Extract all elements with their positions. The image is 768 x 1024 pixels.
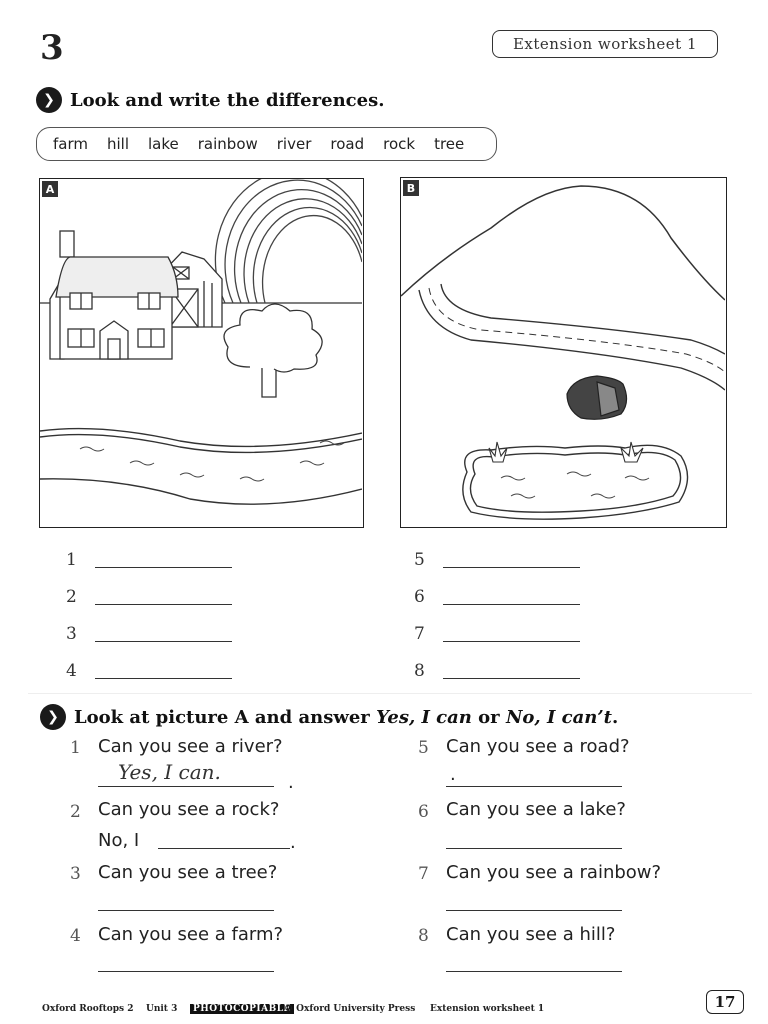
answer-line-q3[interactable]: [98, 910, 274, 911]
word-bank-item: farm: [53, 135, 88, 153]
answer-line-q1[interactable]: [98, 786, 274, 787]
sentence-end: .: [290, 832, 296, 853]
question-text: Can you see a rainbow?: [446, 862, 662, 883]
answer-number: 6: [414, 587, 425, 607]
answer-number: 3: [66, 624, 77, 644]
footer-worksheet: Extension worksheet 1: [430, 1004, 545, 1014]
end-punct: .: [611, 706, 619, 728]
question-number: 1: [70, 738, 81, 758]
word-bank-item: river: [276, 135, 312, 153]
question-text: Can you see a hill?: [446, 924, 616, 945]
word-bank: [36, 127, 497, 161]
answer-number: 1: [66, 550, 77, 570]
word-bank-item: lake: [148, 135, 179, 153]
question-text: Can you see a lake?: [446, 799, 626, 820]
rock-icon: [567, 376, 627, 419]
picture-a: [39, 178, 364, 528]
question-number: 6: [418, 802, 429, 822]
question-number: 7: [418, 864, 429, 884]
exercise2-instruction: [74, 707, 618, 728]
answer-prefix: No, I: [98, 830, 140, 851]
answer-line-q7[interactable]: [446, 910, 622, 911]
word-bank-item: rainbow: [197, 135, 258, 153]
question-text: Can you see a road?: [446, 736, 630, 757]
road-icon: [419, 284, 725, 390]
footer-book: Oxford Rooftops 2: [42, 1004, 134, 1014]
unit-number: 3: [40, 28, 64, 68]
handwritten-answer: Yes, I can.: [118, 760, 221, 784]
answer-number: 7: [414, 624, 425, 644]
question-text: Can you see a river?: [98, 736, 283, 757]
question-number: 8: [418, 926, 429, 946]
section-divider: [28, 693, 752, 694]
answer-number: 5: [414, 550, 425, 570]
answer-line-1[interactable]: [95, 567, 232, 568]
sentence-end: .: [288, 772, 294, 793]
word-bank-item: hill: [107, 135, 130, 153]
answer-line-3[interactable]: [95, 641, 232, 642]
photocopiable-badge: PHOTOCOPIABLE: [190, 1004, 294, 1014]
question-number: 2: [70, 802, 81, 822]
answer-line-q4[interactable]: [98, 971, 274, 972]
water-ripple-icon: [501, 472, 649, 498]
answer-line-2[interactable]: [95, 604, 232, 605]
answer-line-6[interactable]: [443, 604, 580, 605]
answer-number: 4: [66, 661, 77, 681]
exercise1-instruction: Look and write the differences.: [70, 89, 385, 111]
hill-icon: [401, 186, 725, 300]
worksheet-title: Extension worksheet 1: [492, 30, 718, 58]
question-text: Can you see a farm?: [98, 924, 284, 945]
word-bank-item: road: [330, 135, 365, 153]
answer-line-q5[interactable]: [446, 786, 622, 787]
answer-line-8[interactable]: [443, 678, 580, 679]
instruction-prefix: Look at picture A and answer: [74, 706, 370, 728]
word-bank-item: tree: [434, 135, 465, 153]
answer-line-5[interactable]: [443, 567, 580, 568]
footer-unit: Unit 3: [146, 1004, 178, 1014]
reed-icon: [489, 442, 643, 462]
page-number: 17: [706, 990, 744, 1014]
picture-b-label: B: [403, 180, 419, 196]
question-text: Can you see a tree?: [98, 862, 278, 883]
picture-b: [400, 177, 727, 528]
answer-number: 2: [66, 587, 77, 607]
river-icon: [40, 429, 362, 505]
tree-icon: [224, 304, 322, 397]
answer-line-q6[interactable]: [446, 848, 622, 849]
arrow-right-icon: ❯: [36, 87, 62, 113]
answer-number: 8: [414, 661, 425, 681]
yes-phrase: Yes, I can: [376, 706, 472, 728]
question-number: 5: [418, 738, 429, 758]
answer-line-q8[interactable]: [446, 971, 622, 972]
or-word: or: [478, 706, 500, 728]
house-icon: [50, 231, 178, 359]
footer-copyright: © Oxford University Press: [284, 1004, 416, 1014]
water-ripple-icon: [80, 441, 344, 481]
exercise2-heading: [40, 704, 618, 730]
exercise1-heading: [36, 87, 384, 113]
rainbow-icon: [215, 179, 362, 303]
answer-line-7[interactable]: [443, 641, 580, 642]
question-text: Can you see a rock?: [98, 799, 280, 820]
question-number: 4: [70, 926, 81, 946]
no-phrase: No, I can’t: [505, 706, 612, 728]
answer-dot: .: [450, 764, 456, 785]
picture-a-illustration: [40, 179, 362, 526]
word-bank-item: rock: [383, 135, 416, 153]
picture-a-label: A: [42, 181, 58, 197]
picture-b-illustration: [401, 178, 725, 526]
answer-line-4[interactable]: [95, 678, 232, 679]
question-number: 3: [70, 864, 81, 884]
arrow-right-icon: ❯: [40, 704, 66, 730]
answer-line-q2[interactable]: [158, 848, 290, 849]
